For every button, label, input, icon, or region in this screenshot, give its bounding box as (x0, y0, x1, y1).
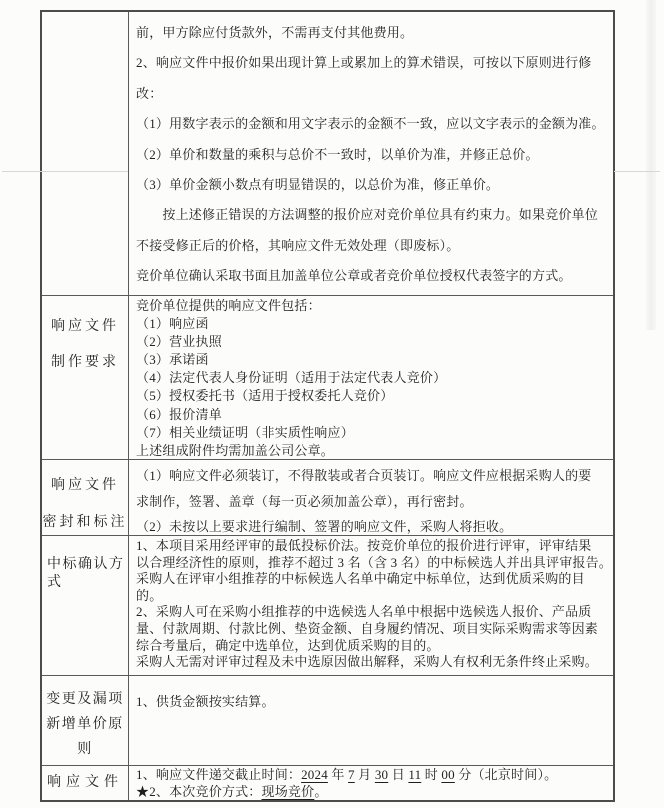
row-content-cell (129, 766, 613, 800)
underlined-value: 7 (348, 767, 355, 782)
text-segment: 年 (327, 767, 349, 782)
text-line: 求制作，签署、盖章（每一页必须加盖公章），再行密封。 (136, 493, 473, 509)
text-line: 前，甲方除应付货款外，不需再支付其他费用。 (136, 25, 414, 40)
underlined-value: 11 (408, 767, 422, 782)
bidding-requirements-table (40, 10, 615, 802)
text-line: 按上述修正错误的方法调整的报价应对竞价单位具有约束力。如果竞价单位 (136, 207, 599, 223)
row-label-cell (42, 676, 129, 765)
row-label-cell (42, 536, 129, 675)
row-content-cell (129, 460, 613, 535)
row-label-cell (42, 460, 129, 535)
text-line: 上述组成附件均需加盖公司公章。 (136, 442, 335, 458)
text-line: 采购人在评审小组推荐的中标候选人名单中确定中标单位，达到优质采购的目 (136, 571, 585, 587)
row-label-cell (42, 12, 129, 295)
underlined-value: 现场竞价 (261, 783, 315, 799)
underlined-value: 00 (441, 767, 455, 782)
row-label-cell (42, 766, 129, 800)
text-line: 1、本项目采用经评审的最低投标价法。按竞价单位的报价进行评审，评审结果 (136, 538, 592, 553)
text-line: （1）响应文件必须装订，不得散装或者合页装订。响应文件应根据采购人的要 (136, 468, 592, 483)
row-content-cell (129, 12, 613, 295)
text-line: 以合理经济性的原则，推荐不超过 3 名（含 3 名）的中标候选人并出具评审报告。 (136, 554, 613, 570)
text-line: 响应文件 (51, 478, 119, 493)
scan-artifact-line-right (614, 171, 660, 172)
text-line: 1、供货金额按实结算。 (136, 694, 275, 709)
text-line: 2、采购人可在采购小组推荐的中选候选人名单中根据中选候选人报价、产品质 (136, 604, 592, 620)
text-line (136, 767, 611, 784)
text-segment: 日 (388, 767, 409, 782)
row-content-cell (129, 676, 613, 765)
text-segment: ★2、本次竞价方式： (136, 783, 262, 799)
text-line: （1）用数字表示的金额和用文字表示的金额不一致，应以文字表示的金额为准。 (136, 116, 605, 132)
table-row-continuation (42, 12, 613, 295)
text-line: 竞价单位提供的响应文件包括： (136, 298, 321, 313)
table-row-document-preparation (42, 295, 613, 459)
table-row-award-confirmation (42, 535, 613, 675)
text-line: （7）相关业绩证明（非实质性响应） (136, 424, 354, 440)
text-line: （4）法定代表人身份证明（适用于法定代表人竞价） (136, 370, 447, 386)
text-segment: 月 (354, 767, 375, 782)
text-line: 则 (77, 742, 93, 757)
text-line: 新增单价原 (46, 717, 124, 732)
text-line: 竞价单位确认采取书面且加盖单位公章或者竞价单位授权代表签字的方式。 (136, 268, 572, 284)
text-line: 不接受修正后的价格，其响应文件无效处理（即废标）。 (136, 237, 460, 253)
text-line: 采购人无需对评审过程及未中选原因做出解释，采购人有权利无条件终止采购。 (136, 654, 599, 670)
text-segment: 。 (314, 783, 328, 799)
row-label-cell (42, 296, 129, 459)
table-row-response-deadline (42, 765, 613, 800)
table-row-change-omission-pricing (42, 675, 613, 765)
text-line: （2）未按以上要求进行编制、签署的响应文件，采购人将拒收。 (136, 519, 513, 534)
text-line: （1）响应函 (136, 316, 209, 332)
text-line: 改： (136, 85, 163, 101)
text-line: （5）授权委托书（适用于授权委托人竞价） (136, 388, 394, 404)
text-line: 制作要求 (51, 355, 119, 370)
text-line: （3）承诺函 (136, 352, 209, 368)
row-content-cell (129, 536, 613, 675)
text-line: （2）单价和数量的乘积与总价不一致时，以单价为准，并修正总价。 (136, 146, 539, 162)
scan-artifact-line-left (2, 171, 128, 172)
text-line: 综合考量后，确定中选单位，达到优质采购的目的。 (136, 637, 440, 653)
text-line: 密封和标注 (42, 515, 128, 530)
text-line (136, 784, 611, 801)
text-line: （6）报价清单 (136, 406, 222, 422)
row-content-cell (129, 296, 613, 459)
text-line: 响应文件 (47, 775, 123, 790)
text-segment: 1、响应文件递交截止时间： (136, 767, 302, 782)
text-line: 中标确认方 (47, 557, 125, 572)
text-line: 2、响应文件中报价如果出现计算上或累加上的算术错误，可按以下原则进行修 (136, 55, 592, 71)
text-line: 式 (47, 575, 63, 590)
text-line: 变更及漏项 (46, 692, 124, 707)
text-line: （3）单价金额小数点有明显错误的，以总价为准，修正单价。 (136, 177, 500, 193)
text-segment: 时 (421, 767, 442, 782)
scan-streak-artifact (646, 0, 656, 330)
underlined-value: 30 (374, 767, 389, 782)
underlined-value: 2024 (301, 767, 328, 782)
text-line: 量、付款周期、付款比例、垫资金额、自身履约情况、项目实际采购需求等因素 (136, 620, 599, 636)
text-segment: 分（北京时间）。 (454, 767, 558, 782)
text-line: （2）营业执照 (136, 334, 222, 350)
text-line: 响应文件 (51, 319, 119, 334)
table-row-sealing-marking (42, 459, 613, 535)
text-line: 的。 (136, 587, 163, 603)
